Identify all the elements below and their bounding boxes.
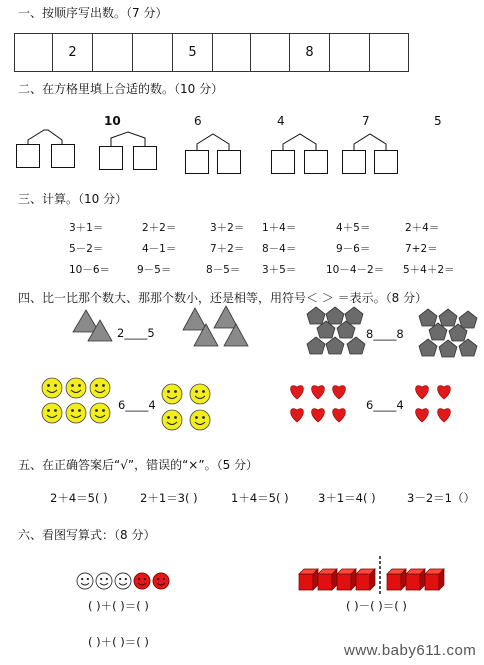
sequence-cell[interactable]: 8: [289, 33, 330, 72]
calc-item: 5－2＝: [69, 243, 104, 255]
split-box[interactable]: [271, 150, 295, 174]
calc-item: 10－6＝: [69, 264, 111, 276]
comparison-expr: 6____4: [366, 398, 404, 412]
pentagons-group: [306, 306, 368, 360]
calc-item: 7+2＝: [405, 243, 438, 255]
split-box[interactable]: [217, 150, 241, 174]
comparison-expr: 8____8: [366, 327, 404, 341]
faces-row: [76, 571, 174, 591]
sequence-cell[interactable]: 5: [172, 33, 213, 72]
calc-item: 8－4＝: [262, 243, 297, 255]
calc-item: 8－5＝: [206, 264, 241, 276]
watermark: www.baby611.com: [344, 642, 477, 659]
section-2-title: 二、在方格里填上合适的数。（10 分）: [18, 82, 224, 96]
judgment-item[interactable]: 1＋4＝5( ): [231, 491, 289, 505]
comparison-expr: 6____4: [118, 398, 156, 412]
calc-item: 3＋1＝: [69, 222, 104, 234]
split-number: 4: [277, 114, 285, 128]
judgment-item[interactable]: 3－2＝1（）: [407, 491, 475, 505]
split-box[interactable]: [304, 150, 328, 174]
section-3-title: 三、计算。（10 分）: [18, 192, 128, 206]
calc-item: 5＋4＋2＝: [403, 264, 455, 276]
split-box[interactable]: [342, 150, 366, 174]
expression-blank[interactable]: ( )＋( )＝( ): [88, 635, 149, 649]
calc-item: 3＋5＝: [262, 264, 297, 276]
split-box[interactable]: [185, 150, 209, 174]
pentagons-group: [418, 308, 480, 360]
section-1-title: 一、按顺序写出数。（7 分）: [18, 6, 168, 20]
split-box[interactable]: [99, 146, 123, 170]
section-6-title: 六、看图写算式：（8 分）: [18, 528, 156, 542]
triangles-group: [182, 304, 252, 352]
calc-item: 7＋2＝: [210, 243, 245, 255]
calc-item: 2＋2＝: [142, 222, 177, 234]
section-5-title: 五、在正确答案后“√”，错误的“×”。（5 分）: [18, 458, 259, 472]
hearts-group: [410, 380, 460, 428]
split-box[interactable]: [374, 150, 398, 174]
expression-blank[interactable]: ( )＋( )＝( ): [88, 599, 149, 613]
judgment-item[interactable]: 3＋1＝4( ): [318, 491, 376, 505]
hearts-group: [286, 380, 352, 428]
split-number: 10: [104, 114, 121, 128]
sequence-cell[interactable]: 2: [52, 33, 93, 72]
smileys-group: [160, 382, 214, 434]
comparison-expr: 2____5: [117, 326, 155, 340]
smileys-group: [40, 376, 116, 428]
expression-blank[interactable]: ( )－( )＝( ): [346, 599, 407, 613]
split-box[interactable]: [133, 146, 157, 170]
split-box[interactable]: [16, 144, 40, 168]
calc-item: 9－5＝: [137, 264, 172, 276]
calc-item: 2＋4＝: [405, 222, 440, 234]
split-number: 6: [194, 114, 202, 128]
calc-item: 3＋2＝: [210, 222, 245, 234]
judgment-item[interactable]: 2＋1＝3( ): [140, 491, 198, 505]
split-number: 5: [434, 114, 442, 128]
calc-item: 4＋5＝: [336, 222, 371, 234]
split-box[interactable]: [51, 144, 75, 168]
calc-item: 10－4－2＝: [326, 264, 385, 276]
cubes-row: [296, 556, 446, 594]
calc-item: 9－6＝: [336, 243, 371, 255]
triangles-group: [70, 306, 120, 346]
calc-item: 1＋4＝: [262, 222, 297, 234]
calc-item: 4－1＝: [142, 243, 177, 255]
section-4-title: 四、比一比那个数大、那那个数小，还是相等，用符号＜ ＞ ＝表示。（8 分）: [18, 291, 428, 305]
split-number: 7: [362, 114, 370, 128]
judgment-item[interactable]: 2＋4＝5( ): [50, 491, 108, 505]
